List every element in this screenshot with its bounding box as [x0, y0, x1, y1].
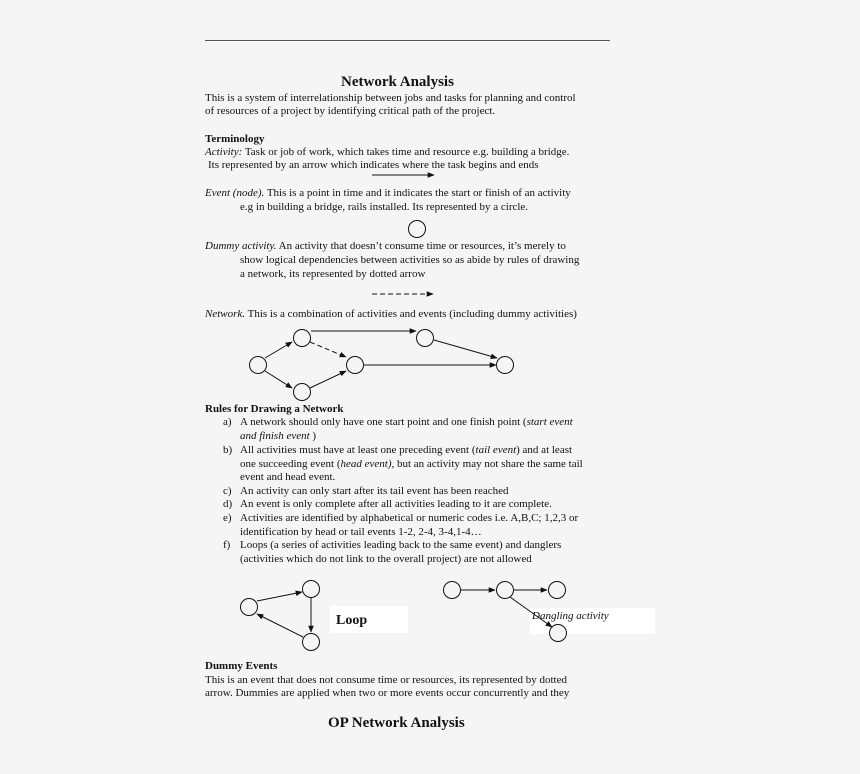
- rule-e-line-1: Activities are identified by alphabetical or numeric codes i.e. A,B,C; 1,2,3 or: [240, 512, 579, 524]
- dummy-line-1: An activity that doesn’t consume time or resources, it’s merely to: [278, 240, 566, 252]
- dummy-line-2: show logical dependencies between activities so as abide by rules of drawing: [240, 254, 580, 266]
- rule-c-marker: c): [223, 485, 232, 497]
- activity-line-1: Task or job of work, which takes time and resource e.g. building a bridge.: [244, 146, 570, 158]
- loop-edge-1: [257, 592, 302, 601]
- loop-node-3: [303, 634, 320, 651]
- network-dummy-edge-2-4: [310, 342, 346, 357]
- rule-b-marker: b): [223, 444, 233, 456]
- rule-c-text: An activity can only start after its tail event has been reached: [240, 485, 509, 497]
- dangling-edge-3: [510, 597, 552, 627]
- footer-title: OP Network Analysis: [328, 715, 465, 731]
- network-node-1: [250, 357, 267, 374]
- activity-term: Activity:: [205, 146, 243, 158]
- event-line-1: This is a point in time and it indicates the start or finish of an activity: [266, 187, 571, 199]
- rule-a-italic-1: start event: [526, 416, 573, 428]
- network-node-2: [294, 330, 311, 347]
- page-title: Network Analysis: [341, 74, 454, 90]
- rule-d-marker: d): [223, 498, 233, 510]
- dangling-node-4: [550, 625, 567, 642]
- rule-b-text-4: but an activity may not share the same tail: [394, 458, 583, 470]
- network-text: This is a combination of activities and events (including dummy activities): [247, 308, 577, 320]
- terminology-heading: Terminology: [205, 133, 265, 145]
- event-term: Event (node).: [205, 187, 265, 199]
- dummy-events-line-2: arrow. Dummies are applied when two or more events occur concurrently and they: [205, 687, 570, 699]
- dummy-line-3: a network, its represented by dotted arrow: [240, 268, 426, 280]
- dangling-node-2: [497, 582, 514, 599]
- loop-node-1: [241, 599, 258, 616]
- intro-line-2: of resources of a project by identifying critical path of the project.: [205, 105, 496, 117]
- rule-f-line-2: (activities which do not link to the overall project) are not allowed: [240, 553, 532, 565]
- rule-f-line-1: Loops (a series of activities leading back to the same event) and danglers: [240, 539, 562, 551]
- rules-heading: Rules for Drawing a Network: [205, 403, 344, 415]
- rule-a-italic-2: and finish event: [240, 430, 310, 442]
- activity-line-2: Its represented by an arrow which indicates where the task begins and ends: [208, 159, 539, 171]
- network-edge-1-3: [265, 371, 292, 388]
- loop-label: Loop: [336, 613, 368, 628]
- network-node-4: [347, 357, 364, 374]
- rule-f-marker: f): [223, 539, 231, 551]
- rule-a-marker: a): [223, 416, 232, 428]
- network-edge-5-6: [434, 340, 497, 358]
- rule-a-text: A network should only have one start point and one finish point (: [240, 416, 527, 428]
- rule-b-text-1: All activities must have at least one preceding event (: [240, 444, 476, 456]
- rule-a-close: ): [312, 430, 317, 442]
- network-term: Network.: [205, 308, 246, 320]
- network-edge-1-2: [265, 342, 292, 358]
- network-node-3: [294, 384, 311, 401]
- loop-edge-3: [257, 614, 303, 637]
- rule-b-italic-1: tail event: [475, 444, 517, 456]
- loop-diagram: [241, 581, 320, 651]
- rule-e-marker: e): [223, 512, 232, 524]
- rule-b-line-3: event and head event.: [240, 471, 336, 483]
- network-node-6: [497, 357, 514, 374]
- event-node-icon: [409, 221, 426, 238]
- event-line-2: e.g in building a bridge, rails installed. Its represented by a circle.: [240, 201, 529, 213]
- rule-b-italic-2: head event),: [340, 458, 395, 470]
- rule-d-text: An event is only complete after all activities leading to it are complete.: [240, 498, 552, 510]
- dangling-node-3: [549, 582, 566, 599]
- rule-b-text-2: ) and at least: [516, 444, 573, 456]
- dangling-node-1: [444, 582, 461, 599]
- dummy-activity-term: Dummy activity.: [205, 240, 277, 252]
- dangling-label: Dangling activity: [532, 610, 609, 622]
- rule-e-line-2: identification by head or tail events 1-2, 2-4, 3-4,1-4…: [240, 526, 482, 538]
- network-edge-3-4: [310, 371, 346, 388]
- rule-b-text-3: one succeeding event (: [240, 458, 341, 470]
- intro-line-1: This is a system of interrelationship between jobs and tasks for planning and control: [205, 92, 576, 104]
- dummy-events-line-1: This is an event that does not consume time or resources, its represented by dotted: [205, 674, 567, 686]
- network-node-5: [417, 330, 434, 347]
- dangling-diagram: [444, 582, 567, 642]
- dummy-events-heading: Dummy Events: [205, 660, 278, 672]
- loop-node-2: [303, 581, 320, 598]
- network-example-diagram: [250, 330, 514, 401]
